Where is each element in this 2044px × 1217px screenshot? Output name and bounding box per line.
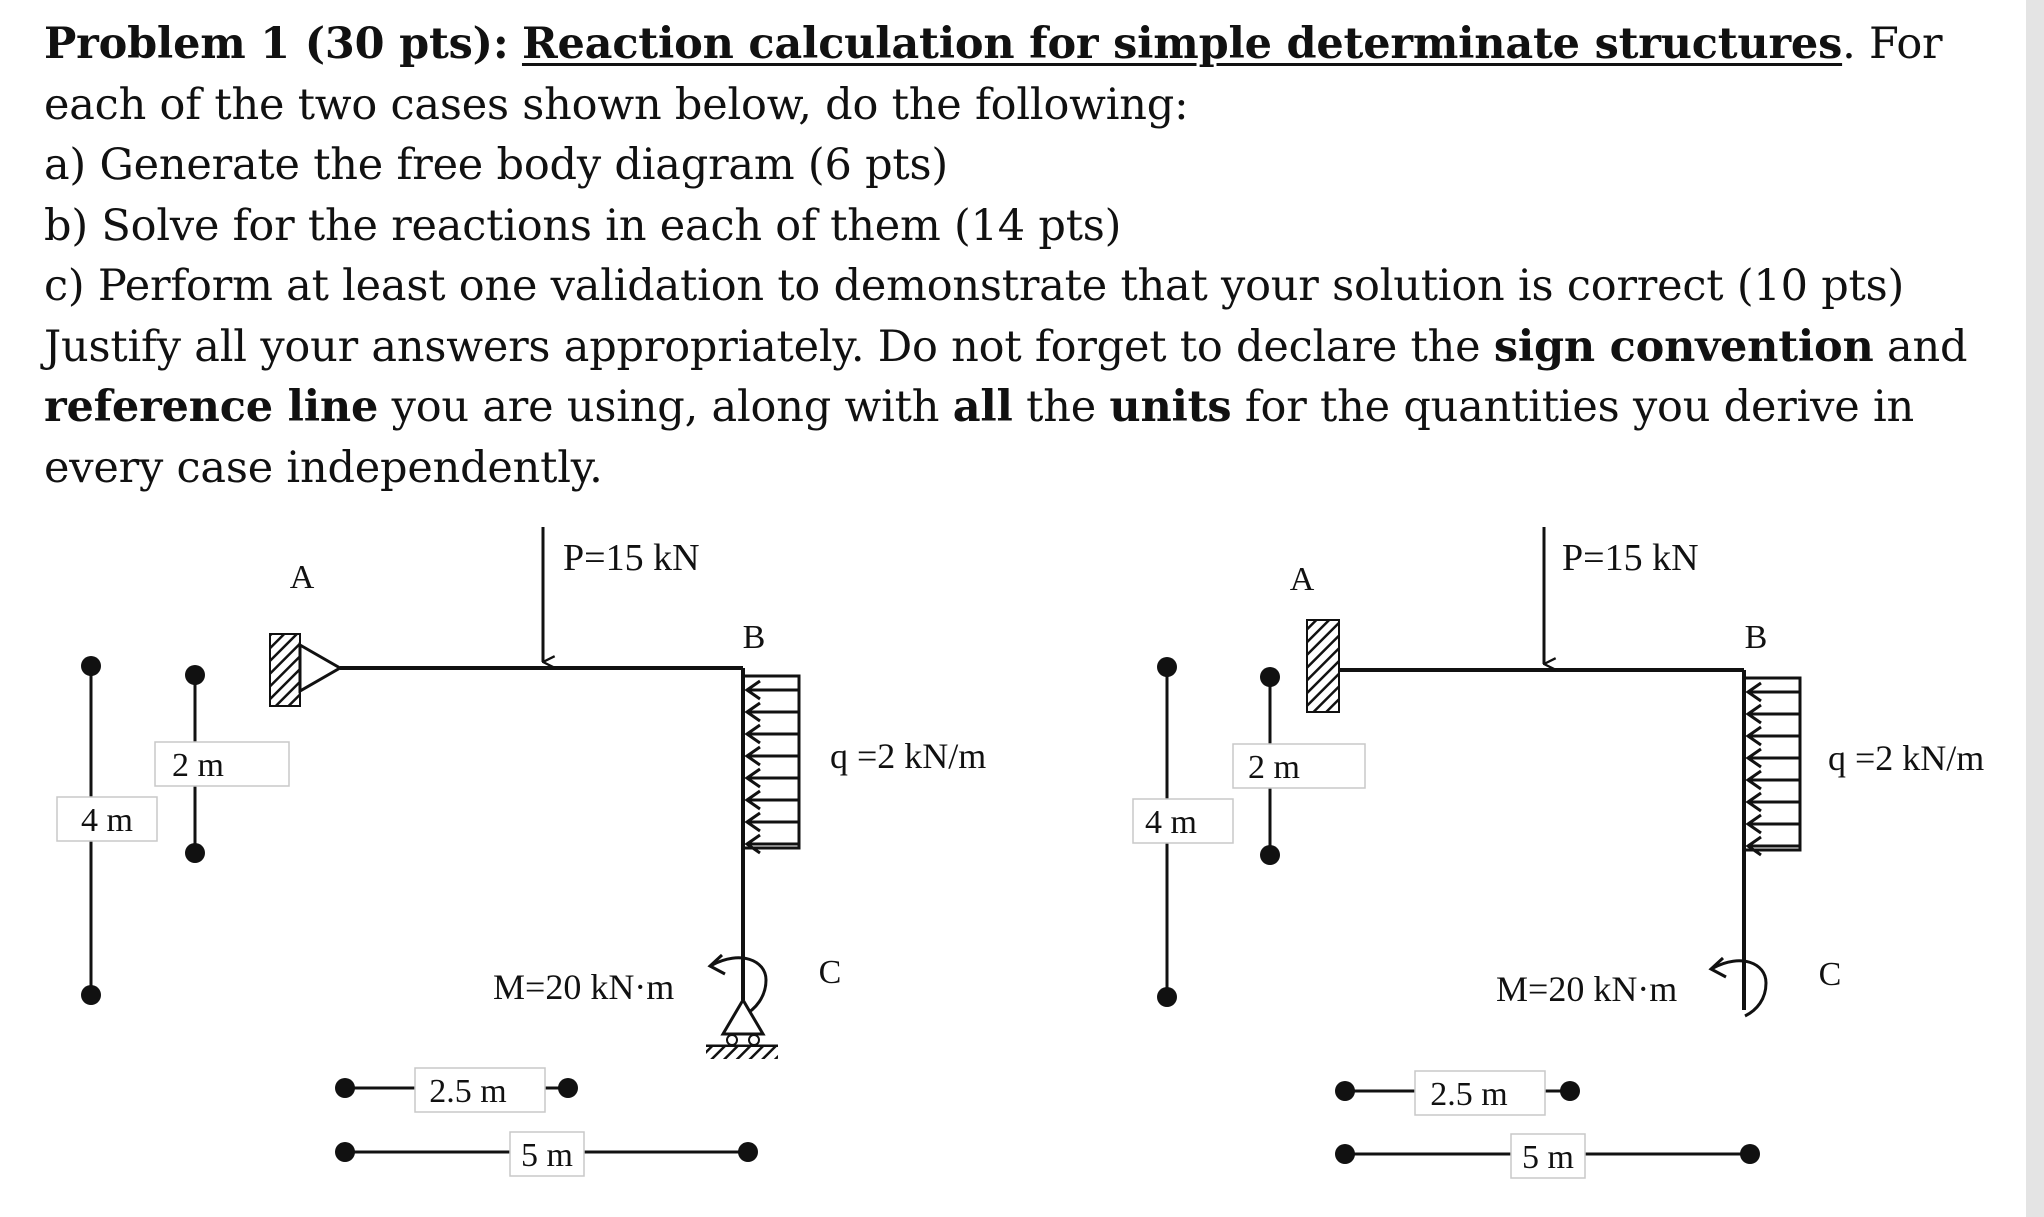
- right-dim-2-5m: [1335, 1071, 1580, 1115]
- problem-topic: Reaction calculation for simple determinate structures: [521, 19, 1843, 69]
- left-moment-label: M=20 kN·m: [493, 967, 675, 1007]
- problem-line-2: each of the two cases shown below, do the following:: [44, 79, 1189, 130]
- left-dim-2-5m: [335, 1068, 578, 1112]
- left-dim-2-5m-label: 2.5 m: [429, 1073, 507, 1110]
- right-label-a: A: [1289, 561, 1315, 598]
- right-point-load-p: [1544, 527, 1699, 664]
- left-load-p-label: P=15 kN: [563, 537, 700, 579]
- left-support-a: [270, 634, 340, 706]
- left-label-a: A: [289, 559, 315, 596]
- right-moment-m: [1496, 958, 1766, 1016]
- justify-text-3: for the quantities you derive in: [1231, 382, 1915, 432]
- left-load-q-label: q =2 kN/m: [830, 736, 987, 776]
- item-a: a) Generate the free body diagram (6 pts): [44, 140, 948, 190]
- scroll-edge: [2026, 0, 2044, 1217]
- problem-line1-tail: . For: [1842, 19, 1943, 69]
- left-label-b: B: [742, 619, 766, 656]
- item-c: c) Perform at least one validation to demonstrate that your solution is correct (10 pts): [44, 261, 1905, 311]
- left-label-c: C: [818, 954, 842, 991]
- right-distributed-load-q: [1744, 678, 1984, 855]
- left-dim-2m: [155, 665, 289, 863]
- right-dim-5m-label: 5 m: [1522, 1139, 1574, 1176]
- right-dim-2-5m-label: 2.5 m: [1430, 1076, 1508, 1113]
- right-load-q-label: q =2 kN/m: [1828, 738, 1985, 778]
- problem-heading: Problem 1 (30 pts):: [44, 19, 509, 69]
- right-dim-2m-label: 2 m: [1248, 749, 1300, 786]
- left-structure: [57, 527, 986, 1176]
- right-dim-4m-label: 4 m: [1145, 804, 1197, 841]
- right-moment-label: M=20 kN·m: [1496, 969, 1678, 1009]
- left-support-c-roller: [706, 1000, 778, 1059]
- right-dim-4m: [1133, 657, 1233, 1007]
- all-term: all: [952, 382, 1013, 432]
- right-load-p-label: P=15 kN: [1562, 537, 1699, 579]
- left-moment-m: [493, 955, 766, 1016]
- right-support-a-fixed: [1307, 620, 1339, 712]
- left-dim-5m: [335, 1132, 758, 1176]
- left-dim-4m: [57, 656, 157, 1005]
- sign-convention-term: sign convention: [1493, 321, 1874, 372]
- left-distributed-load-q: [743, 676, 986, 853]
- left-dim-5m-label: 5 m: [521, 1137, 573, 1174]
- justify-text-2: you are using, along with: [378, 382, 953, 432]
- right-label-c: C: [1818, 956, 1842, 993]
- item-b: b) Solve for the reactions in each of them (14 pts): [44, 200, 1122, 251]
- right-dim-2m: [1233, 667, 1365, 865]
- right-structure: [1133, 527, 1984, 1178]
- reference-line-term: reference line: [44, 382, 379, 432]
- units-term: units: [1109, 382, 1232, 432]
- left-dim-4m-label: 4 m: [81, 802, 133, 839]
- justify-and: and: [1873, 321, 1968, 372]
- right-label-b: B: [1744, 619, 1768, 656]
- justify-text-1: Justify all your answers appropriately. Do not forget to declare the: [44, 321, 1494, 372]
- right-dim-5m: [1335, 1134, 1760, 1178]
- left-dim-2m-label: 2 m: [172, 747, 224, 784]
- justify-line-3: every case independently.: [44, 442, 603, 493]
- left-point-load-p: [543, 527, 700, 662]
- justify-the: the: [1012, 382, 1110, 432]
